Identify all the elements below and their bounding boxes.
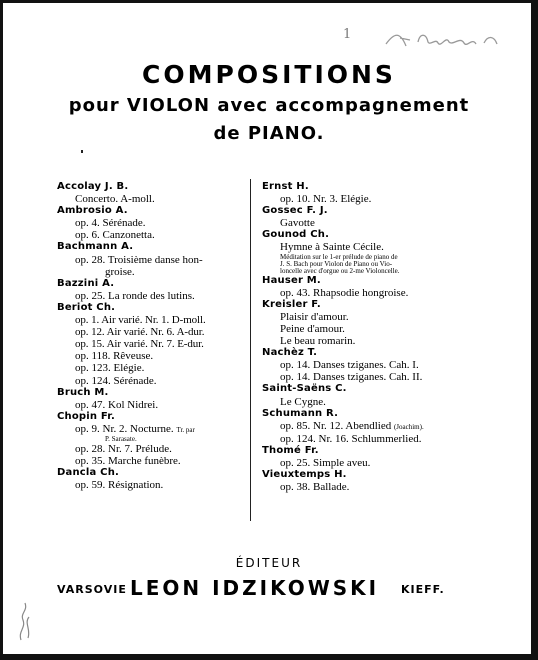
page-border-bottom — [0, 654, 538, 660]
subtitle-line-1: pour VIOLON avec accompagnement — [68, 95, 470, 116]
composer-name: Beriot Ch. — [57, 301, 116, 313]
meditation-note-line-1: Méditation sur le 1-er prélude de piano de — [280, 252, 398, 261]
work-title: op. 15. Air varié. Nr. 7. E-dur. — [75, 338, 204, 351]
work-title: op. 43. Rhapsodie hongroise. — [280, 286, 409, 299]
work-title: op. 35. Marche funèbre. — [75, 455, 181, 468]
left-composer-column — [57, 181, 242, 491]
composer-name: Chopin Fr. — [57, 410, 116, 422]
work-title: op. 1. Air varié. Nr. 1. D-moll. — [75, 314, 206, 327]
page-title: COMPOSITIONS — [142, 60, 396, 89]
margin-handwriting — [16, 598, 34, 642]
work-title: Peine d'amour. — [280, 322, 345, 335]
print-speck — [81, 150, 83, 153]
work-title: op. 38. Ballade. — [280, 481, 350, 494]
work-title: op. 124. Sérénade. — [75, 374, 157, 387]
composer-name: Kreisler F. — [262, 298, 321, 310]
subtitle-line-2: de PIANO. — [213, 123, 325, 144]
work-title: Hymne à Sainte Cécile. — [280, 241, 384, 254]
corner-mark: 1 — [343, 27, 352, 42]
right-composer-column — [262, 181, 462, 493]
composer-name: Gounod Ch. — [262, 229, 330, 241]
work-title-text: op. 85. Nr. 12. Abendlied — [280, 419, 392, 432]
arranger-note: (Joachim). — [393, 422, 424, 431]
composer-name: Vieuxtemps H. — [262, 469, 347, 481]
work-title: op. 12. Air varié. Nr. 6. A-dur. — [75, 326, 205, 339]
work-title: op. 124. Nr. 16. Schlummerlied. — [280, 432, 422, 445]
composer-name: Thomé Fr. — [262, 444, 319, 456]
composer-name: Nachèz T. — [262, 347, 318, 359]
composer-name: Hauser M. — [262, 274, 321, 286]
composer-name: Ernst H. — [262, 181, 309, 192]
composer-name: Schumann R. — [262, 407, 339, 419]
work-title: Concerto. A-moll. — [75, 193, 155, 206]
publisher-name: LEON IDZIKOWSKI — [130, 576, 380, 600]
composer-name: Bachmann A. — [57, 241, 134, 253]
arrangement-note: Tr. par — [176, 425, 195, 434]
work-title-text: op. 9. Nr. 2. Nocturne. — [75, 422, 174, 435]
work-title: op. 14. Danses tziganes. Cah. II. — [280, 371, 423, 384]
composer-name: Dancla Ch. — [57, 467, 120, 479]
work-title — [262, 420, 462, 433]
work-title: op. 118. Rêveuse. — [75, 350, 154, 363]
work-title: Plaisir d'amour. — [280, 310, 349, 323]
publisher-line — [57, 576, 477, 600]
meditation-note-line-3: loncelle avec d'orgue ou 2-me Violoncelle. — [280, 266, 400, 275]
work-title: Le Cygne. — [280, 395, 326, 408]
work-title: op. 28. Nr. 7. Prélude. — [75, 442, 172, 455]
composer-name: Gossec F. J. — [262, 205, 328, 217]
work-title: op. 28. Troisième danse hon- — [75, 253, 203, 266]
city-left: VARSOVIE — [57, 583, 127, 596]
work-title: op. 4. Sérénade. — [75, 217, 146, 230]
work-title: op. 123. Elégie. — [75, 362, 145, 375]
composer-name: Ambrosio A. — [57, 205, 128, 217]
editeur-label: ÉDITEUR — [235, 556, 303, 570]
composer-name: Accolay J. B. — [57, 181, 129, 192]
page-border-top — [0, 0, 538, 3]
work-title: op. 14. Danses tziganes. Cah. I. — [280, 359, 419, 372]
work-title: op. 10. Nr. 3. Elégie. — [280, 193, 372, 206]
composer-name: Bruch M. — [57, 386, 109, 398]
work-title: op. 6. Canzonetta. — [75, 229, 155, 242]
city-right: KIEFF. — [401, 583, 445, 596]
work-title: op. 25. Simple aveu. — [280, 456, 371, 469]
work-title: op. 59. Résignation. — [75, 479, 164, 492]
work-title: op. 47. Kol Nidrei. — [75, 398, 159, 411]
composer-name: Bazzini A. — [57, 277, 115, 289]
work-title: Le beau romarin. — [280, 335, 356, 348]
composer-name: Saint-Saëns C. — [262, 383, 347, 395]
meditation-note-line-2: J. S. Bach pour Violon de Piano ou Vio- — [280, 259, 393, 268]
work-title: Gavotte — [280, 217, 315, 230]
work-title: op. 25. La ronde des lutins. — [75, 289, 195, 302]
column-divider — [250, 179, 251, 521]
arranger-name: P. Sarasate. — [105, 434, 137, 443]
work-title-continuation: groise. — [105, 265, 135, 278]
handwritten-signature — [380, 28, 510, 50]
work-title — [57, 423, 242, 436]
